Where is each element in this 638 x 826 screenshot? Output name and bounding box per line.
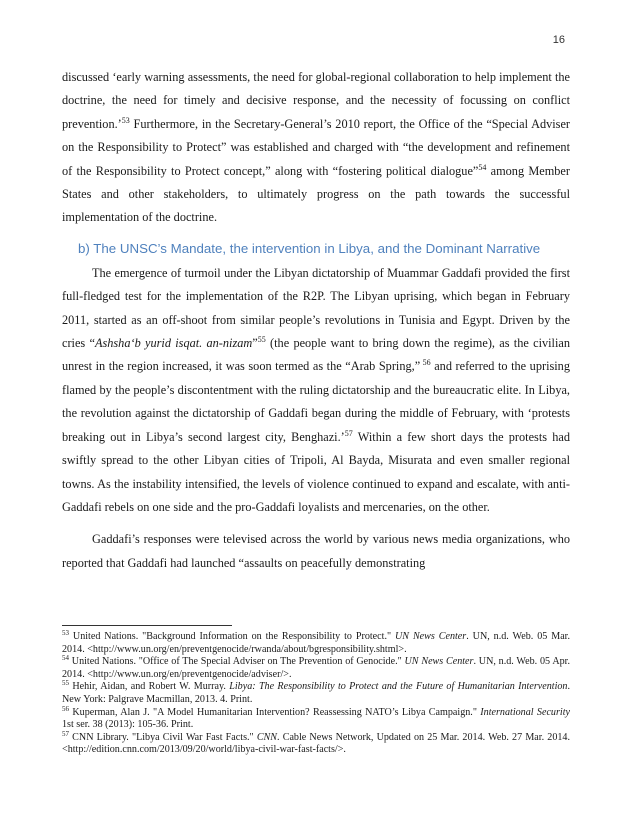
- source-title: International Security: [480, 706, 570, 718]
- footnote: [62, 704, 570, 732]
- arabic-phrase: Ashsha‘b yurid isqat. an-nizam: [94, 336, 253, 351]
- page-number: 16: [552, 34, 565, 46]
- paragraph-libya: [62, 262, 570, 519]
- footnote-ref-53: 53: [121, 115, 130, 125]
- text-run: Furthermore, in the Secretary-General’s 2010 report, the Office of the “Special Adviser on the Responsibility to Protect” was established and charged with “the development and refinement of the Responsibility to Protect concept,” along with “fostering political dialogue”: [62, 116, 570, 178]
- footnote-number: 56: [62, 704, 69, 713]
- text-run: Hehir, Aidan, and Robert W. Murray.: [69, 681, 230, 693]
- source-title: UN News Center: [404, 656, 474, 668]
- footnote-ref-56: 56: [420, 358, 431, 368]
- footnote-number: 55: [62, 679, 69, 688]
- footnote-divider: [62, 625, 232, 626]
- text-run: . New York: Palgrave Macmillan, 2013. 4. Print.: [62, 681, 571, 705]
- source-title: Libya: The Responsibility to Protect and the Future of Humanitarian Intervention: [229, 681, 568, 693]
- body-text: [62, 66, 570, 575]
- text-run: United Nations. "Office of The Special Adviser on The Prevention of Genocide.": [69, 656, 405, 668]
- footnote-ref-55: 55: [257, 335, 266, 345]
- text-run: among Member States and other stakeholders, to ultimately progress on the path towards the successful implementation of the doctrine.: [62, 163, 570, 225]
- footnote-ref-54: 54: [478, 162, 487, 172]
- footnote: [62, 681, 570, 706]
- text-run: discussed ‘early warning assessments, the need for global-regional collaboration to help implement the doctrine, the need for timely and decisive response, and the necessity of focussing on conflict prevention.’: [62, 70, 570, 131]
- text-run: The emergence of turmoil under the Libyan dictatorship of Muammar Gaddafi provided the first full-fledged test for the implementation of the R2P. The Libyan uprising, which began in February 2011, started as an off-shoot from similar people’s revolutions in Tunisia and Egypt. Driven by the cries “: [62, 265, 570, 351]
- footnote-ref-57: 57: [344, 428, 353, 438]
- text-run: Within a few short days the protests had swiftly spread to the other Libyan cities of Tripoli, Al Bayda, Misurata and even smaller regional towns. As the instability intensified, the levels of violence continued to expand and escalate, with anti-Gaddafi rebels on one side and the pro-Gaddafi loyalists and mercenaries, on the other.: [62, 429, 570, 514]
- text-run: 1st ser. 38 (2013): 105-36. Print.: [62, 719, 194, 731]
- text-run: Kuperman, Alan J. "A Model Humanitarian Intervention? Reassessing NATO’s Libya Campaign.": [69, 706, 481, 718]
- paragraph-gaddafi-responses: Gaddafi’s responses were televised across the world by various news media organizations, who reported that Gaddafi had launched “assaults on peacefully demonstrating: [62, 532, 570, 570]
- text-run: . Cable News Network, Updated on 25 Mar. 2014. Web. 27 Mar. 2014. <http://edition.cnn.com/2013/09/20/world/libya-civil-war-fast-facts/>.: [62, 731, 570, 756]
- paragraph-continuation: [62, 66, 570, 230]
- text-run: United Nations. "Background Information on the Responsibility to Protect.": [69, 631, 396, 642]
- footnote: [62, 729, 570, 757]
- text-run: (the people want to bring down the regime), as the civilian unrest in the region increased, it was soon termed as the “Arab Spring,”: [62, 336, 570, 374]
- section-heading: b) The UNSC’s Mandate, the intervention in Libya, and the Dominant Narrative: [78, 240, 541, 256]
- text-run: . UN, n.d. Web. 05 Apr. 2014. <http://www.un.org/en/preventgenocide/adviser/>.: [62, 656, 570, 680]
- footnote-number: 54: [62, 654, 69, 663]
- text-run: CNN Library. "Libya Civil War Fast Facts.": [69, 731, 257, 743]
- footnotes: [62, 631, 570, 757]
- source-title: UN News Center: [395, 631, 467, 642]
- footnote: [62, 656, 570, 681]
- footnote-number: 53: [62, 629, 69, 637]
- footnote-number: 57: [62, 729, 69, 738]
- source-title: CNN: [256, 731, 278, 743]
- footnote: [62, 631, 570, 656]
- text-run: . UN, n.d. Web. 05 Mar. 2014. <http://www.un.org/en/preventgenocide/rwanda/about/bgresponsibility.shtml>.: [62, 631, 570, 655]
- text-run: ”: [252, 336, 258, 351]
- text-run: and referred to the uprising flamed by the people’s discontentment with the ruling dictatorship and the bureaucratic elite. In Libya, the revolution against the dictatorship of Gaddafi began during the middle of February, with ‘protests breaking out in Libya’s second largest city, Benghazi.’: [62, 359, 570, 444]
